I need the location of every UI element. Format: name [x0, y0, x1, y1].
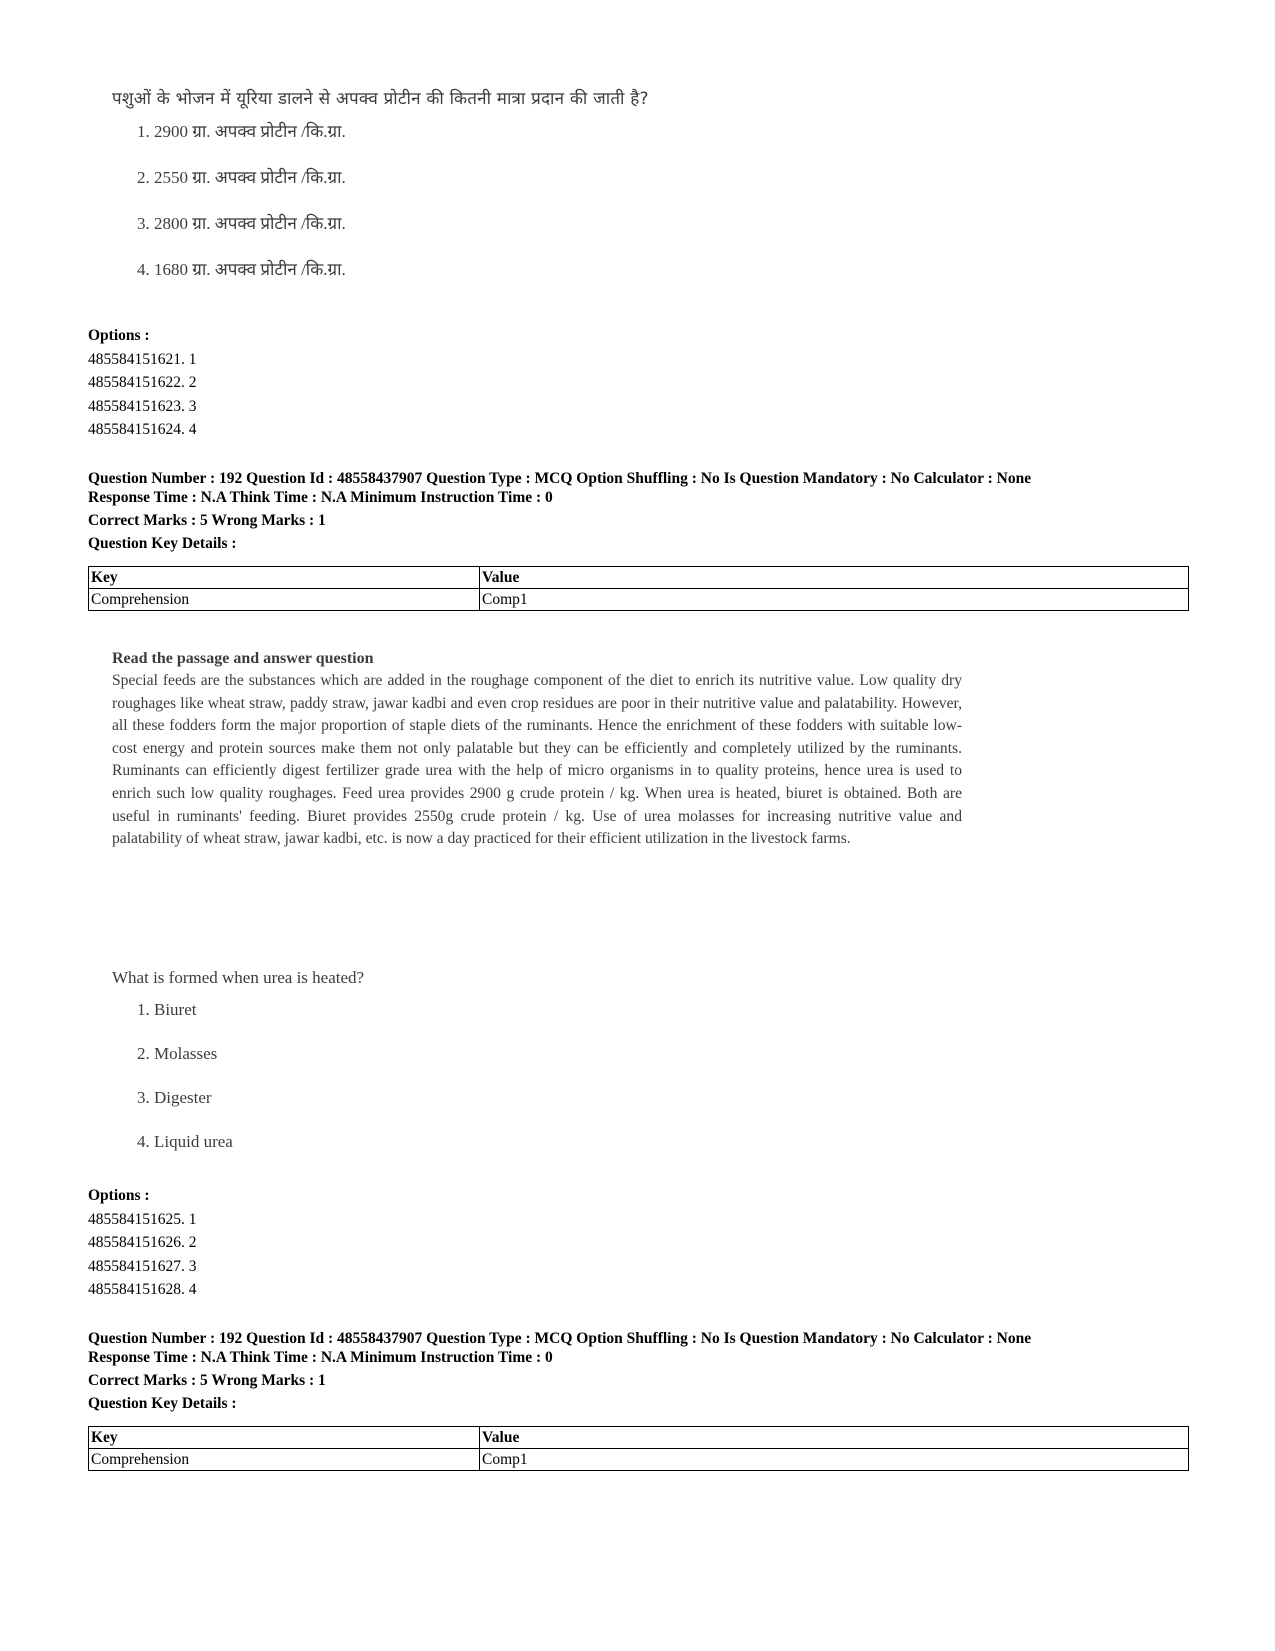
- option-item: 485584151621. 1: [88, 350, 197, 368]
- question-option: 1. Biuret: [137, 1000, 197, 1019]
- passage-image: [112, 648, 962, 851]
- table-header-cell: Value: [480, 567, 1189, 589]
- question-info-line: Question Number : 192 Question Id : 48558437907 Question Type : MCQ Option Shuffling : No Is Question Mandatory : No Calculator : None: [88, 470, 1032, 487]
- options-label: Options :: [88, 327, 150, 344]
- table-row: [89, 1449, 1189, 1471]
- options-label: Options :: [88, 1187, 150, 1204]
- question-image-english: [112, 968, 364, 1164]
- table-header-row: [89, 567, 1189, 589]
- passage-title: Read the passage and answer question: [112, 650, 374, 667]
- response-time-line: Response Time : N.A Think Time : N.A Minimum Instruction Time : 0: [88, 489, 553, 506]
- table-cell: Comprehension: [89, 589, 480, 611]
- option-item: 485584151623. 3: [88, 397, 197, 415]
- question-meta: [88, 469, 1188, 557]
- table-header-cell: Value: [480, 1427, 1189, 1449]
- marks-line: Correct Marks : 5 Wrong Marks : 1: [88, 1372, 326, 1389]
- table-cell: Comp1: [480, 1449, 1189, 1471]
- option-item: 485584151626. 2: [88, 1234, 197, 1251]
- question-option: 4. Liquid urea: [137, 1132, 233, 1151]
- table-cell: Comp1: [480, 589, 1189, 611]
- question-option: 2. Molasses: [137, 1044, 218, 1063]
- question-option: 2. 2550 ग्रा. अपक्व प्रोटीन /कि.ग्रा.: [137, 168, 346, 187]
- response-time-line: Response Time : N.A Think Time : N.A Minimum Instruction Time : 0: [88, 1349, 553, 1366]
- question-text: पशुओं के भोजन में यूरिया डालने से अपक्व प्रोटीन की कितनी मात्रा प्रदान की जाती है?: [112, 89, 649, 109]
- option-item: 485584151627. 3: [88, 1257, 197, 1275]
- table-header-cell: Key: [89, 567, 480, 589]
- question-option: 3. 2800 ग्रा. अपक्व प्रोटीन /कि.ग्रा.: [137, 214, 346, 233]
- question-image-hindi: [112, 86, 649, 293]
- key-details-table: [88, 1426, 1189, 1471]
- question-info-line: Question Number : 192 Question Id : 48558437907 Question Type : MCQ Option Shuffling : No Is Question Mandatory : No Calculator : None: [88, 1330, 1032, 1347]
- key-details-table: [88, 566, 1189, 611]
- option-item: 485584151625. 1: [88, 1210, 197, 1228]
- marks-line: Correct Marks : 5 Wrong Marks : 1: [88, 512, 326, 529]
- option-item: 485584151628. 4: [88, 1281, 197, 1298]
- option-item: 485584151622. 2: [88, 374, 197, 391]
- options-list: [88, 324, 197, 442]
- question-meta: [88, 1329, 1188, 1417]
- table-row: [89, 589, 1189, 611]
- question-option: 1. 2900 ग्रा. अपक्व प्रोटीन /कि.ग्रा.: [137, 122, 346, 141]
- passage-text: Special feeds are the substances which are added in the roughage component of the diet to enrich its nutritive value. Low quality dry roughages like wheat straw, paddy straw, jawar kadbi and even crop residues are poor in their nutritive value and palatability. However, all these fodders form the major proportion of staple diets of the ruminants. Hence the enrichment of these fodders with suitable low-cost energy and protein sources make them not only palatable but they can be efficiently and completely utilized by the ruminants. Ruminants can efficiently digest fertilizer grade urea with the help of micro organisms in to quality proteins, hence urea is used to enrich such low quality roughages. Feed urea provides 2900 g crude protein / kg. When urea is heated, biuret is obtained. Both are useful in ruminants' feeding. Biuret provides 2550g crude protein / kg. Use of urea molasses for increasing nutritive value and palatability of wheat straw, jawar kadbi, etc. is now a day practiced for their efficient utilization in the livestock farms.: [112, 672, 962, 848]
- key-details-label: Question Key Details :: [88, 1395, 237, 1412]
- options-list: [88, 1184, 197, 1302]
- table-header-row: [89, 1427, 1189, 1449]
- question-option: 4. 1680 ग्रा. अपक्व प्रोटीन /कि.ग्रा.: [137, 260, 346, 279]
- key-details-label: Question Key Details :: [88, 535, 237, 552]
- question-text: What is formed when urea is heated?: [112, 968, 365, 987]
- question-option: 3. Digester: [137, 1088, 212, 1107]
- option-item: 485584151624. 4: [88, 421, 197, 438]
- table-cell: Comprehension: [89, 1449, 480, 1471]
- table-header-cell: Key: [89, 1427, 480, 1449]
